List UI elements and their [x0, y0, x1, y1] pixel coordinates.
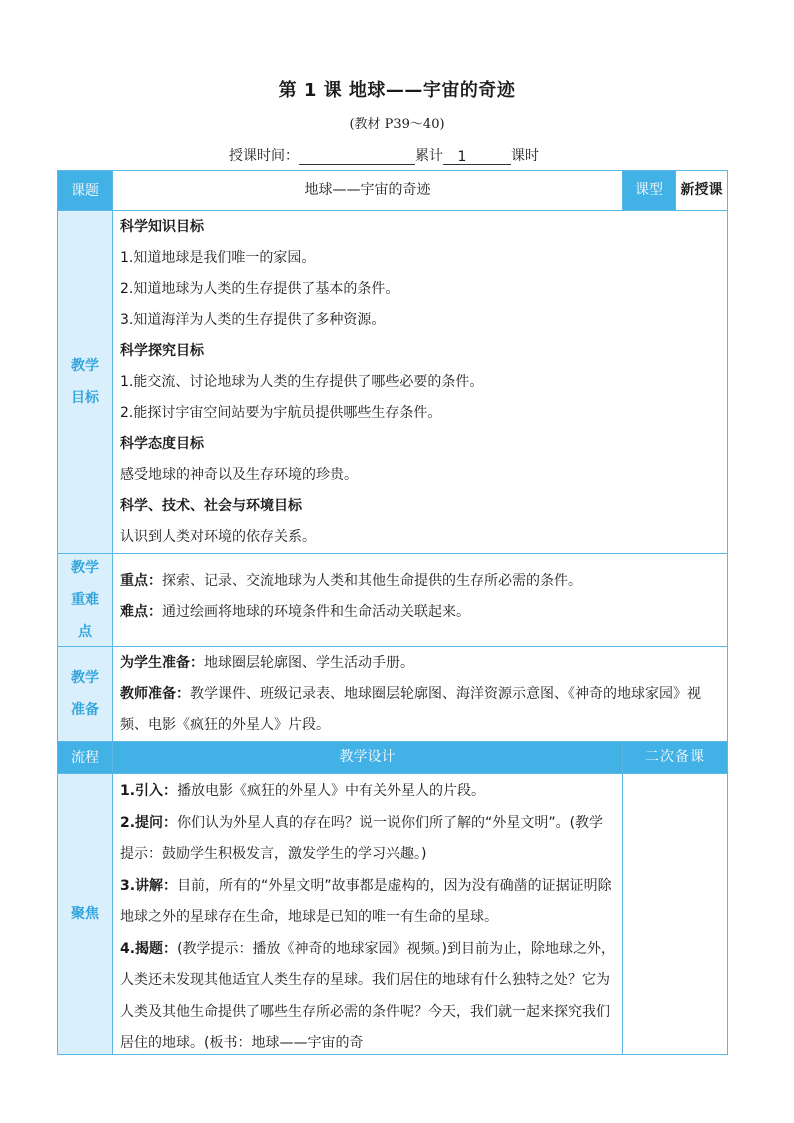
key-point-text: 探索、记录、交流地球为人类和其他生命提供的生存所必需的条件。	[162, 573, 582, 589]
objective-heading: 科学知识目标	[120, 219, 204, 235]
objective-heading: 科学探究目标	[120, 343, 204, 359]
flow-design-header: 教学设计	[112, 742, 622, 773]
objective-item: 3.知道海洋为人类的生存提供了多种资源。	[120, 312, 386, 328]
objectives-content	[112, 211, 727, 553]
focus-step	[120, 934, 616, 1060]
key-points-row	[57, 554, 728, 647]
student-preparation	[120, 648, 721, 679]
objective-heading: 科学态度目标	[120, 436, 204, 452]
type-header: 课型	[622, 171, 675, 210]
focus-step	[120, 808, 616, 871]
flow-process-header: 流程	[58, 742, 112, 773]
preparation-content	[112, 647, 727, 741]
topic-value: 地球——宇宙的奇迹	[112, 171, 622, 210]
teacher-prep-text: 教学课件、班级记录表、地球圈层轮廓图、海洋资源示意图、《神奇的地球家园》视频、电影《疯狂的外星人》片段。	[120, 686, 701, 733]
objective-item: 2.知道地球为人类的生存提供了基本的条件。	[120, 281, 400, 297]
second-prep-notes[interactable]	[622, 774, 727, 1054]
step-label: 1.引入：	[120, 783, 178, 799]
topic-header: 课题	[58, 171, 112, 210]
teacher-preparation	[120, 679, 721, 741]
focus-step	[120, 776, 616, 808]
focus-content	[112, 774, 622, 1054]
topic-row	[57, 170, 728, 211]
focus-header: 聚焦	[58, 774, 112, 1054]
key-point	[120, 566, 721, 597]
step-label: 3.讲解：	[120, 877, 178, 894]
focus-row	[57, 774, 728, 1055]
textbook-pages: (教材 P39～40)	[349, 117, 445, 132]
step-label: 2.提问：	[120, 814, 178, 831]
step-text: 播放电影《疯狂的外星人》中有关外星人的片段。	[177, 783, 486, 799]
objectives-header	[58, 211, 112, 553]
student-prep-text: 地球圈层轮廓图、学生活动手册。	[204, 655, 414, 671]
time-blank[interactable]	[299, 149, 415, 165]
difficult-point-label: 难点：	[120, 604, 162, 620]
preparation-header	[58, 647, 112, 741]
schedule-line	[229, 145, 539, 165]
key-point-label: 重点：	[120, 573, 162, 589]
objective-heading: 科学、技术、社会与环境目标	[120, 498, 302, 514]
objective-item: 2.能探讨宇宙空间站要为宇航员提供哪些生存条件。	[120, 405, 442, 421]
step-text: 目前，所有的“外星文明”故事都是虚构的，因为没有确凿的证据证明除地球之外的星球存在生命，地球是已知的唯一有生命的星球。	[120, 877, 612, 925]
step-text: 你们认为外星人真的存在吗？说一说你们所了解的“外星文明”。(教学提示：鼓励学生积极发言，激发学生的学习兴趣。)	[120, 814, 604, 862]
flow-header-row	[57, 742, 728, 774]
student-prep-label: 为学生准备：	[120, 655, 204, 671]
lesson-plan-table	[57, 170, 728, 1055]
objectives-label: 教学目标	[71, 358, 99, 406]
objectives-row	[57, 211, 728, 554]
key-points-content	[112, 554, 727, 646]
lesson-title: 第 1 课 地球——宇宙的奇迹	[278, 80, 516, 101]
difficult-point	[120, 597, 721, 628]
total-tail-blank	[481, 149, 511, 165]
difficult-point-text: 通过绘画将地球的环境条件和生命活动关联起来。	[162, 604, 470, 620]
key-points-label: 教学重难点	[71, 560, 99, 640]
key-points-header	[58, 554, 112, 646]
preparation-row	[57, 647, 728, 742]
unit-label: 课时	[511, 148, 539, 164]
flow-second-prep-header: 二次备课	[622, 742, 727, 773]
total-blank[interactable]: 1	[443, 149, 481, 165]
step-text: (教学提示：播放《神奇的地球家园》视频。)到目前为止，除地球之外，人类还未发现其他适宜人类生存的星球。我们居住的地球有什么独特之处？它为人类及其他生命提供了哪些生存所必需的条件呢？今天，我们就一起来探究我们居住的地球。(板书：地球——宇宙的奇	[120, 940, 615, 1051]
teacher-prep-label: 教师准备：	[120, 686, 190, 702]
objective-item: 1.知道地球是我们唯一的家园。	[120, 250, 316, 266]
step-label: 4.揭题：	[120, 940, 178, 957]
time-label: 授课时间：	[229, 148, 299, 164]
objective-item: 认识到人类对环境的依存关系。	[120, 529, 316, 545]
preparation-label: 教学准备	[71, 670, 99, 718]
objective-item: 感受地球的神奇以及生存环境的珍贵。	[120, 467, 358, 483]
objective-item: 1.能交流、讨论地球为人类的生存提供了哪些必要的条件。	[120, 374, 484, 390]
focus-step	[120, 871, 616, 934]
total-label: 累计	[415, 148, 443, 164]
type-value: 新授课	[675, 171, 727, 210]
